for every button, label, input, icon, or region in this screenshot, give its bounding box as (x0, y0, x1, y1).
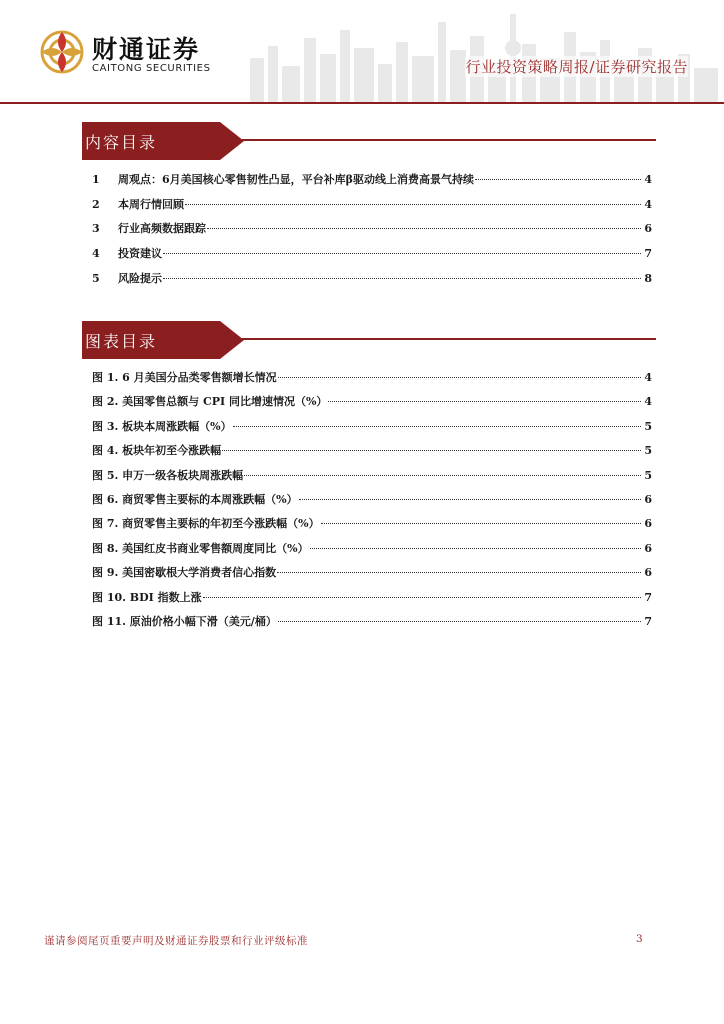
figure-item-text: 图 10. BDI 指数上涨 (92, 590, 202, 604)
toc-item[interactable] (92, 196, 652, 221)
toc-item-number: 5 (92, 271, 100, 285)
figure-item-text: 图 5. 申万一级各板块周涨跌幅 (92, 468, 244, 482)
toc-item-page: 6 (644, 222, 652, 236)
figures-section-header (82, 321, 656, 359)
figure-item-page: 4 (644, 371, 652, 384)
figure-item-page: 6 (644, 541, 652, 555)
dot-leader (277, 572, 641, 573)
figure-item[interactable] (92, 540, 652, 564)
dot-leader (278, 621, 641, 622)
dot-leader (185, 204, 641, 205)
figure-item-text: 图 1. 6 月美国分品类零售额增长情况 (92, 371, 277, 384)
figure-item-page: 7 (644, 614, 652, 628)
dot-leader (222, 450, 641, 451)
figure-item-page: 6 (644, 566, 652, 580)
footer-disclaimer: 谨请参阅尾页重要声明及财通证券股票和行业评级标准 (44, 935, 308, 947)
section-rule (242, 139, 656, 141)
toc-item[interactable] (92, 245, 652, 270)
toc-section-header (82, 122, 656, 160)
figure-item-text: 图 11. 原油价格小幅下滑（美元/桶） (92, 614, 277, 628)
figure-item-text: 图 2. 美国零售总额与 CPI 同比增速情况（%） (92, 395, 328, 409)
page-number: 3 (636, 933, 643, 945)
figure-item-text: 图 7. 商贸零售主要标的年初至今涨跌幅（%） (92, 517, 320, 531)
figure-item-text: 图 9. 美国密歇根大学消费者信心指数 (92, 566, 277, 580)
toc-item[interactable] (92, 171, 652, 196)
toc-item-number: 1 (92, 173, 100, 186)
city-skyline-watermark (230, 8, 724, 102)
toc-item-number: 2 (92, 197, 100, 211)
figure-item[interactable] (92, 589, 652, 613)
dot-leader (328, 401, 641, 402)
dot-leader (163, 253, 641, 254)
dot-leader (278, 377, 641, 378)
header-divider (0, 102, 724, 104)
caitong-logo-icon (40, 30, 84, 74)
figure-item[interactable] (92, 467, 652, 491)
toc-item-page: 4 (644, 173, 652, 186)
figure-item[interactable] (92, 442, 652, 466)
toc-list (92, 171, 652, 294)
figure-item-text: 图 3. 板块本周涨跌幅（%） (92, 419, 232, 433)
toc-item-text: 周观点：6月美国核心零售韧性凸显，平台补库β驱动线上消费高景气持续 (118, 173, 474, 186)
figure-item-page: 4 (644, 395, 652, 409)
logo-chinese-name: 财通证券 (92, 35, 201, 64)
toc-item-text: 投资建议 (118, 247, 162, 261)
toc-item[interactable] (92, 220, 652, 245)
figure-item-page: 6 (644, 492, 652, 506)
dot-leader (475, 179, 641, 180)
toc-title: 内容目录 (85, 133, 158, 152)
page-header (0, 0, 724, 110)
figure-item-page: 6 (644, 517, 652, 531)
figure-item-page: 5 (644, 419, 652, 433)
dot-leader (203, 597, 641, 598)
dot-leader (310, 548, 641, 549)
figure-item-text: 图 8. 美国红皮书商业零售额周度同比（%） (92, 541, 309, 555)
figure-item[interactable] (92, 393, 652, 417)
document-type-label: 行业投资策略周报/证券研究报告 (465, 58, 688, 76)
logo-english-name: CAITONG SECURITIES (92, 63, 211, 74)
figure-item[interactable] (92, 564, 652, 588)
dot-leader (244, 475, 641, 476)
toc-item-number: 3 (92, 222, 100, 236)
figure-item[interactable] (92, 491, 652, 515)
figure-item-text: 图 4. 板块年初至今涨跌幅 (92, 444, 222, 458)
figure-item[interactable] (92, 515, 652, 539)
dot-leader (233, 426, 641, 427)
toc-item-number: 4 (92, 247, 100, 261)
dot-leader (321, 523, 641, 524)
dot-leader (207, 228, 641, 229)
figure-item-page: 7 (644, 590, 652, 604)
toc-item-page: 7 (644, 247, 652, 261)
toc-item-text: 风险提示 (118, 271, 162, 285)
toc-item-page: 4 (644, 197, 652, 211)
figure-item[interactable] (92, 613, 652, 637)
section-rule (242, 338, 656, 340)
figure-item[interactable] (92, 369, 652, 393)
toc-item[interactable] (92, 270, 652, 295)
figure-item-text: 图 6. 商贸零售主要标的本周涨跌幅（%） (92, 492, 298, 506)
dot-leader (163, 278, 641, 279)
figure-item[interactable] (92, 418, 652, 442)
figures-list (92, 369, 652, 637)
toc-item-text: 行业高频数据跟踪 (118, 222, 206, 236)
figures-title: 图表目录 (85, 332, 158, 351)
toc-item-text: 本周行情回顾 (118, 197, 184, 211)
dot-leader (299, 499, 641, 500)
figure-item-page: 5 (644, 468, 652, 482)
figure-item-page: 5 (644, 444, 652, 458)
toc-item-page: 8 (644, 271, 652, 285)
